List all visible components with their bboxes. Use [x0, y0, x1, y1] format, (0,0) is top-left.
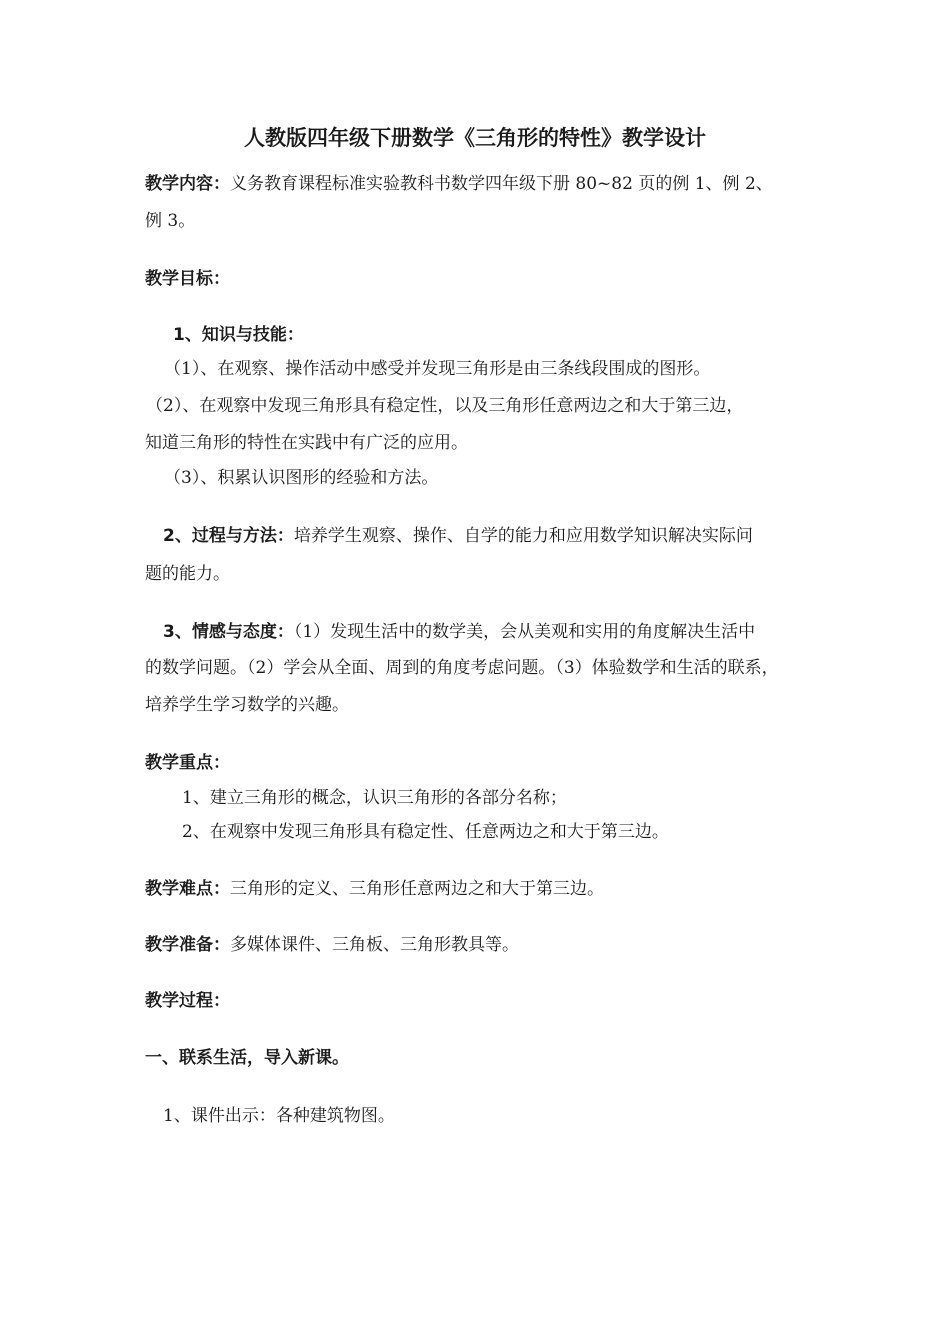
content-line-1 [145, 172, 773, 196]
preparation-text: 多媒体课件、三角板、三角形教具等。 [230, 935, 519, 955]
key-point-item-1: 1、建立三角形的概念，认识三角形的各部分名称； [182, 788, 567, 808]
content-text-1: 义务教育课程标准实验教科书数学四年级下册 80~82 页的例 1、例 2、 [230, 174, 773, 194]
emotion-label: 3、情感与态度： [163, 622, 294, 642]
content-label: 教学内容： [145, 174, 230, 194]
emotion-line-1 [163, 620, 755, 644]
content-line-2: 例 3。 [145, 211, 196, 231]
process-method-line-1 [163, 524, 753, 548]
goals-heading: 教学目标： [145, 269, 230, 289]
difficulties-line [145, 877, 604, 901]
difficulties-text: 三角形的定义、三角形任意两边之和大于第三边。 [230, 879, 604, 899]
key-point-item-2: 2、在观察中发现三角形具有稳定性、任意两边之和大于第三边。 [182, 822, 669, 842]
emotion-line-3: 培养学生学习数学的兴趣。 [145, 695, 349, 715]
knowledge-heading: 1、知识与技能： [173, 325, 304, 345]
key-points-heading: 教学重点： [145, 753, 230, 773]
emotion-text-1: （1）发现生活中的数学美，会从美观和实用的角度解决生活中 [293, 622, 756, 642]
knowledge-item-1: （1）、在观察、操作活动中感受并发现三角形是由三条线段围成的图形。 [164, 359, 711, 379]
section-1-item-1: 1、课件出示：各种建筑物图。 [163, 1106, 395, 1126]
knowledge-item-3: （3）、积累认识图形的经验和方法。 [164, 468, 439, 488]
difficulties-label: 教学难点： [145, 879, 230, 899]
emotion-line-2: 的数学问题。（2）学会从全面、周到的角度考虑问题。（3）体验数学和生活的联系， [145, 658, 779, 678]
knowledge-item-2-line-1: （2）、在观察中发现三角形具有稳定性，以及三角形任意两边之和大于第三边， [146, 396, 744, 416]
preparation-line [145, 933, 519, 957]
process-method-label: 2、过程与方法： [163, 526, 294, 546]
process-method-line-2: 题的能力。 [145, 564, 230, 584]
process-method-text-1: 培养学生观察、操作、自学的能力和应用数学知识解决实际问 [293, 526, 753, 546]
section-1-heading: 一、联系生活，导入新课。 [145, 1048, 349, 1068]
document-title: 人教版四年级下册数学《三角形的特性》教学设计 [244, 126, 706, 150]
process-heading: 教学过程： [145, 991, 230, 1011]
preparation-label: 教学准备： [145, 935, 230, 955]
knowledge-item-2-line-2: 知道三角形的特性在实践中有广泛的应用。 [145, 433, 468, 453]
